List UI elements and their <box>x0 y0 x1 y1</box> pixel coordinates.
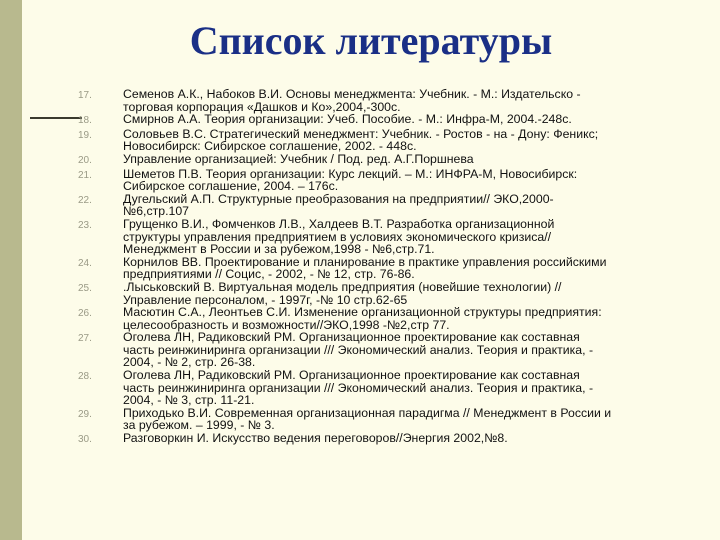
reference-number: 21. <box>78 169 92 181</box>
reference-text: Масютин С.А., Леонтьев С.И. Изменение организационной структуры предприятия: целесообразность и возможности//ЭКО,1998 -№2,стр 77. <box>123 305 602 332</box>
reference-item <box>78 218 678 256</box>
reference-text: Приходько В.И. Современная организационная парадигма // Менеджмент в России и за рубежом. – 1999, - № 3. <box>123 405 612 433</box>
reference-text: .Лыськовский В. Виртуальная модель предприятия (новейшие технологии) // Управление персоналом, - 1997г, -№ 10 стр.62-65 <box>123 279 562 307</box>
reference-text: Дугельский А.П. Структурные преобразования на предприятии// ЭКО,2000- №6,стр.107 <box>123 191 554 219</box>
reference-item <box>78 407 678 432</box>
reference-text: Корнилов ВВ. Проектирование и планирование в практике управления российскими предприятиями // Социс, - 2002, - № 12, стр. 76-86. <box>123 254 607 282</box>
reference-number: 19. <box>78 129 92 141</box>
reference-item <box>78 369 678 407</box>
reference-number: 25. <box>78 282 92 294</box>
reference-item <box>78 88 678 113</box>
reference-text: Разговоркин И. Искусство ведения переговоров//Энергия 2002,№8. <box>123 431 508 446</box>
reference-text: Оголева ЛН, Радиковский РМ. Организационное проектирование как составная часть реинжиниринга организации /// Экономический анализ. Теория и практика, - 2004, - № 2, стр. 26-38. <box>123 330 594 370</box>
reference-item <box>78 128 678 153</box>
reference-item <box>78 256 678 281</box>
reference-text: Семенов А.К., Набоков В.И. Основы менеджмента: Учебник. - М.: Издательско - торговая корпорация «Дашков и Ко»,2004,-300с. <box>123 87 581 114</box>
slide-left-accent-bar <box>0 0 22 540</box>
reference-item <box>78 153 678 168</box>
reference-number: 18. <box>78 115 92 127</box>
reference-number: 30. <box>78 434 92 446</box>
reference-text: Управление организацией: Учебник / Под. ред. А.Г.Поршнева <box>123 151 474 166</box>
reference-list <box>78 88 678 447</box>
reference-number: 26. <box>78 308 92 320</box>
reference-item <box>78 331 678 369</box>
reference-number: 23. <box>78 219 92 231</box>
reference-text: Смирнов А.А. Теория организации: Учеб. Пособие. - М.: Инфра-М, 2004.-248с. <box>123 112 572 127</box>
reference-number: 24. <box>78 257 92 269</box>
reference-text: Оголева ЛН, Радиковский РМ. Организационное проектирование как составная часть реинжиниринга организации /// Экономический анализ. Теория и практика, - 2004, - № 3, стр. 11-21. <box>123 368 594 408</box>
reference-number: 27. <box>78 333 92 345</box>
slide-accent-rule <box>30 117 82 119</box>
slide-title: Список литературы <box>189 18 553 63</box>
reference-item <box>78 168 678 193</box>
reference-text: Соловьев В.С. Стратегический менеджмент: Учебник. - Ростов - на - Дону: Феникс; Новосибирск: Сибирское соглашение, 2002. - 448с. <box>123 126 599 154</box>
reference-item <box>78 281 678 306</box>
reference-number: 20. <box>78 154 92 166</box>
reference-number: 17. <box>78 90 92 101</box>
reference-text: Шеметов П.В. Теория организации: Курс лекций. – М.: ИНФРА-М, Новосибирск: Сибирское соглашение, 2004. – 176с. <box>123 166 578 194</box>
reference-number: 28. <box>78 371 92 383</box>
reference-item <box>78 432 678 447</box>
reference-number: 22. <box>78 194 92 206</box>
reference-text: Грущенко В.И., Фомченков Л.В., Халдеев В.Т. Разработка организационной структуры управления предприятием в условиях экономического кризиса// Менеджмент в России и за рубежом,1998 - №6,стр.71. <box>123 216 555 257</box>
reference-item <box>78 113 678 128</box>
reference-item <box>78 306 678 331</box>
reference-item <box>78 193 678 218</box>
reference-number: 29. <box>78 408 92 420</box>
